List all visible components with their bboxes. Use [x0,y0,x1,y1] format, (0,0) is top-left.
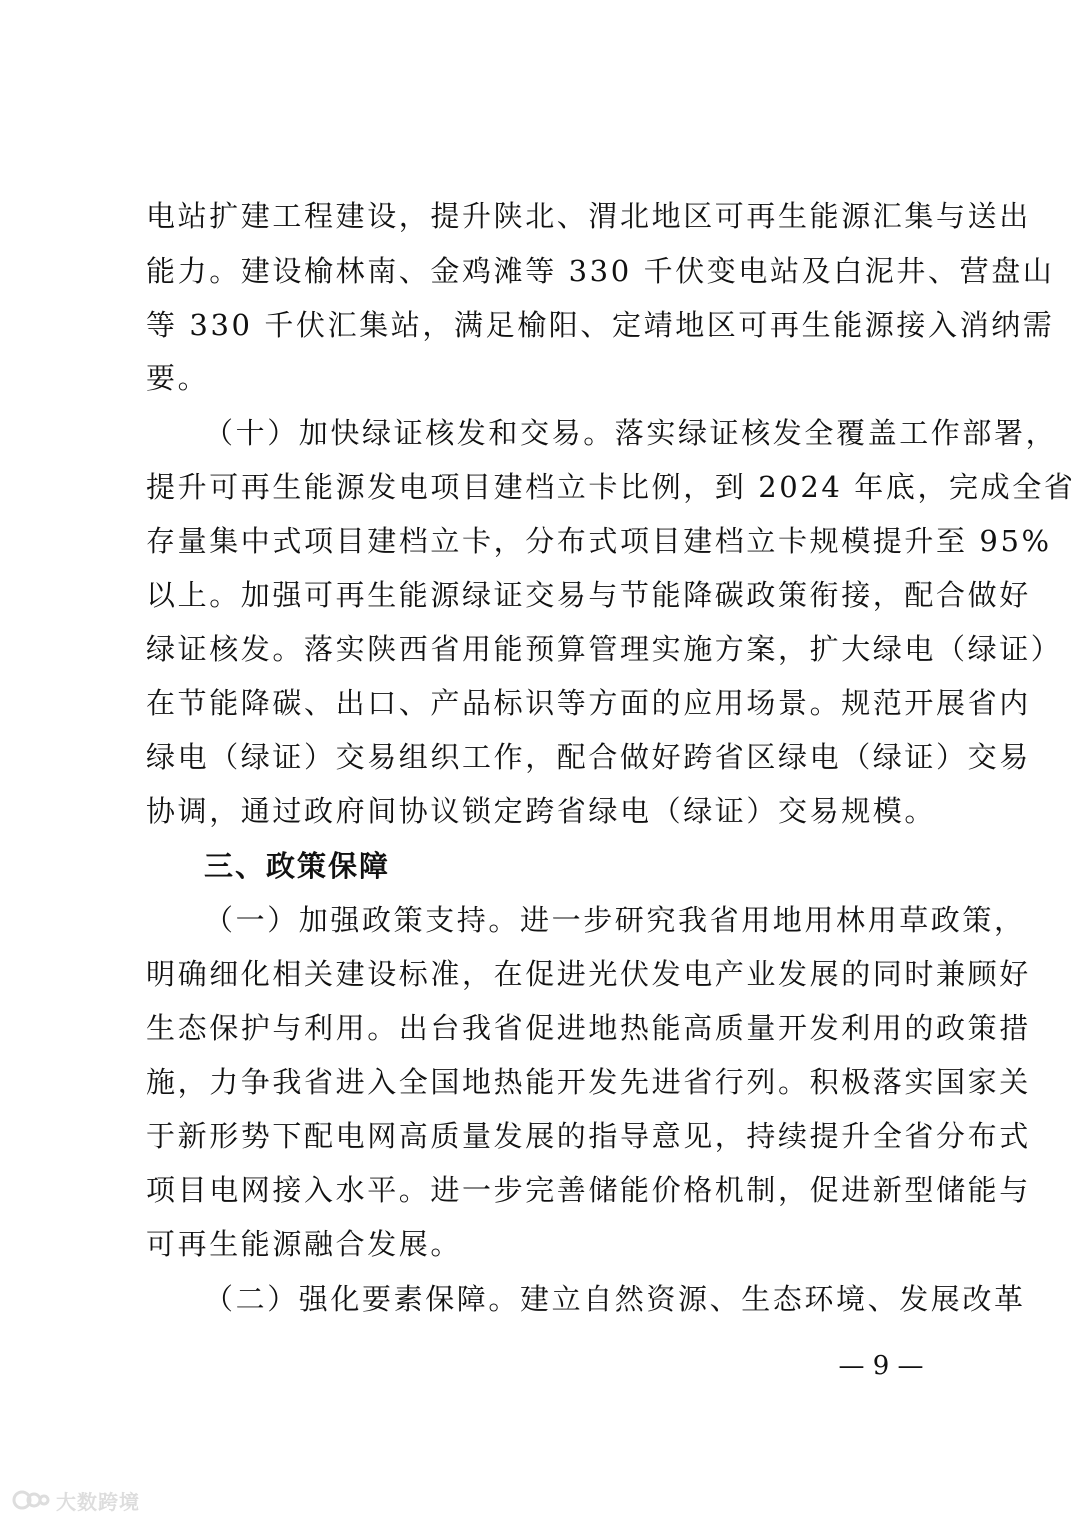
body-line: 绿电（绿证）交易组织工作，配合做好跨省区绿电（绿证）交易 [146,740,1031,774]
body-line: 能力。建设榆林南、金鸡滩等 330 千伏变电站及白泥井、营盘山 [146,254,1055,288]
logo-icon [12,1488,50,1512]
section-heading: 三、政策保障 [204,849,391,883]
body-line: 协调，通过政府间协议锁定跨省绿电（绿证）交易规模。 [146,794,937,828]
section-lead-line: （十）加快绿证核发和交易。落实绿证核发全覆盖工作部署， [204,416,1058,450]
body-line: 绿证核发。落实陕西省用能预算管理实施方案，扩大绿电（绿证） [146,632,1063,666]
body-line: 生态保护与利用。出台我省促进地热能高质量开发利用的政策措 [146,1011,1031,1045]
body-line: 电站扩建工程建设，提升陕北、渭北地区可再生能源汇集与送出 [146,199,1031,233]
body-line: 等 330 千伏汇集站，满足榆阳、定靖地区可再生能源接入消纳需 [146,308,1055,342]
body-line: 在节能降碳、出口、产品标识等方面的应用场景。规范开展省内 [146,686,1031,720]
body-line: 项目电网接入水平。进一步完善储能价格机制，促进新型储能与 [146,1173,1031,1207]
section-lead-line: （二）强化要素保障。建立自然资源、生态环境、发展改革 [204,1282,1026,1316]
watermark-text: 大数跨境 [56,1489,140,1514]
body-line: 以上。加强可再生能源绿证交易与节能降碳政策衔接，配合做好 [146,578,1031,612]
body-line: 可再生能源融合发展。 [146,1227,463,1261]
body-line: 明确细化相关建设标准，在促进光伏发电产业发展的同时兼顾好 [146,957,1031,991]
body-line: 于新形势下配电网高质量发展的指导意见，持续提升全省分布式 [146,1119,1031,1153]
section-lead-line: （一）加强政策支持。进一步研究我省用地用林用草政策， [204,903,1026,937]
page-number: — 9 — [838,1351,924,1381]
body-line: 提升可再生能源发电项目建档立卡比例，到 2024 年底，完成全省 [146,470,1076,504]
body-line: 存量集中式项目建档立卡，分布式项目建档立卡规模提升至 95% [146,524,1052,558]
watermark [12,1484,140,1516]
body-line: 施，力争我省进入全国地热能开发先进省行列。积极落实国家关 [146,1065,1031,1099]
body-line: 要。 [146,361,210,395]
